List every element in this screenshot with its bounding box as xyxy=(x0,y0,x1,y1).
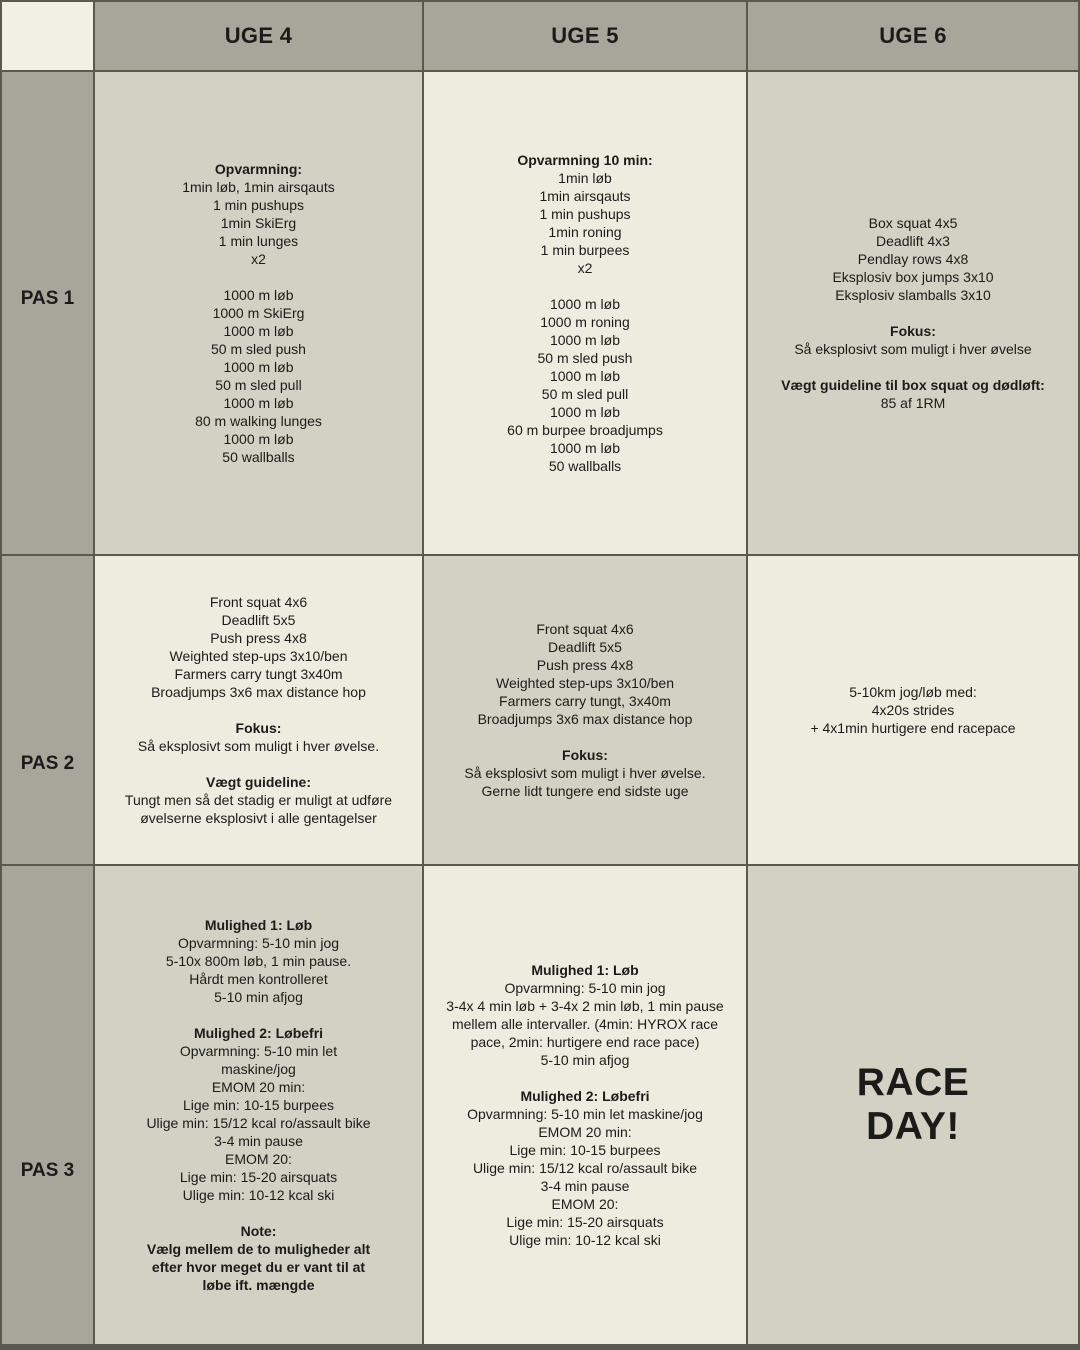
row-header-pas3 xyxy=(2,866,93,1344)
cell-pas1-uge5 xyxy=(424,72,746,554)
column-header-label: UGE 4 xyxy=(224,23,293,48)
cell-pas2-uge5 xyxy=(424,556,746,864)
workout-text: Front squat 4x6 Deadlift 5x5 Push press 4x8 Weighted step-ups 3x10/ben Farmers carry tungt 3x40m Broadjumps 3x6 max distance hop Fokus: Så eksplosivt som muligt i hver øvelse. Vægt guideline: Tungt men så det stadig er muligt at udføre øvelserne eksplosivt i alle gentagelser xyxy=(124,594,393,826)
workout-text: Front squat 4x6 Deadlift 5x5 Push press 4x8 Weighted step-ups 3x10/ben Farmers carry tungt, 3x40m Broadjumps 3x6 max distance hop Fokus: Så eksplosivt som muligt i hver øvelse. Gerne lidt tungere end sidste uge xyxy=(464,621,706,799)
row-header-label: PAS 1 xyxy=(20,288,75,309)
row-header-label: PAS 3 xyxy=(20,1160,75,1181)
corner-cell xyxy=(2,2,93,70)
row-header-label: PAS 2 xyxy=(20,753,75,774)
workout-text: Mulighed 1: Løb Opvarmning: 5-10 min jog 3-4x 4 min løb + 3-4x 2 min løb, 1 min pause mellem alle intervaller. (4min: HYROX race pace, 2min: hurtigere end race pace) 5-10 min afjog Mulighed 2: Løbefri Opvarmning: 5-10 min let maskine/jog EMOM 20 min: Lige min: 10-15 burpees Ulige min: 15/12 kcal ro/assault bike 3-4 min pause EMOM 20: Lige min: 15-20 airsquats Ulige min: 10-12 kcal ski xyxy=(446,962,724,1248)
workout-text: Mulighed 1: Løb Opvarmning: 5-10 min jog 5-10x 800m løb, 1 min pause. Hårdt men kontrolleret 5-10 min afjog Mulighed 2: Løbefri Opvarmning: 5-10 min let maskine/jog EMOM 20 min: Lige min: 10-15 burpees Ulige min: 15/12 kcal ro/assault bike 3-4 min pause EMOM 20: Lige min: 15-20 airsquats Ulige min: 10-12 kcal ski Note: Vælg mellem de to muligheder alt efter hvor meget du er vant til at løbe ift. mængde xyxy=(146,917,371,1293)
workout-text: Opvarmning 10 min: 1min løb 1min airsqauts 1 min pushups 1min roning 1 min burpees x2 1000 m løb 1000 m roning 1000 m løb 50 m sled push 1000 m løb 50 m sled pull 1000 m løb 60 m burpee broadjumps 1000 m løb 50 wallballs xyxy=(507,152,663,474)
cell-pas3-uge6 xyxy=(748,866,1078,1344)
race-day-text: RACE DAY! xyxy=(856,1061,970,1148)
cell-pas2-uge4 xyxy=(95,556,422,864)
column-header-uge5 xyxy=(424,2,746,70)
cell-pas1-uge4 xyxy=(95,72,422,554)
column-header-uge6 xyxy=(748,2,1078,70)
row-header-pas2 xyxy=(2,556,93,864)
cell-pas1-uge6 xyxy=(748,72,1078,554)
cell-pas2-uge6 xyxy=(748,556,1078,864)
workout-text: 5-10km jog/løb med: 4x20s strides + 4x1min hurtigere end racepace xyxy=(810,684,1016,736)
cell-pas3-uge5 xyxy=(424,866,746,1344)
column-header-uge4 xyxy=(95,2,422,70)
column-header-label: UGE 6 xyxy=(879,23,947,48)
row-header-pas1 xyxy=(2,72,93,554)
workout-text: Box squat 4x5 Deadlift 4x3 Pendlay rows 4x8 Eksplosiv box jumps 3x10 Eksplosiv slamballs 3x10 Fokus: Så eksplosivt som muligt i hver øvelse Vægt guideline til box squat og dødløft: 85 af 1RM xyxy=(781,215,1045,411)
cell-pas3-uge4 xyxy=(95,866,422,1344)
workout-text: Opvarmning: 1min løb, 1min airsqauts 1 min pushups 1min SkiErg 1 min lunges x2 1000 m løb 1000 m SkiErg 1000 m løb 50 m sled push 1000 m løb 50 m sled pull 1000 m løb 80 m walking lunges 1000 m løb 50 wallballs xyxy=(182,161,335,465)
column-header-label: UGE 5 xyxy=(551,23,619,48)
